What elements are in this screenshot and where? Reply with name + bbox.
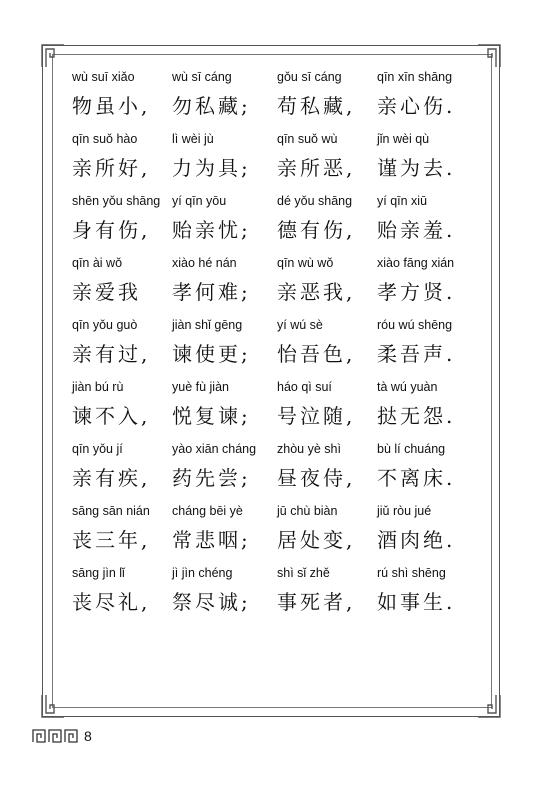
pinyin-text: qīn suǒ wù <box>277 132 338 146</box>
pinyin-text: yào xiān cháng <box>172 442 257 456</box>
pinyin-text: xiào fāng xián <box>377 256 455 270</box>
pinyin-text: qīn xīn shāng <box>377 70 453 84</box>
pinyin-text: cháng bēi yè <box>172 504 243 518</box>
pinyin-text: qīn yǒu jí <box>72 442 123 456</box>
hanzi-text: 亲心伤. <box>377 94 456 118</box>
pinyin-text: dé yǒu shāng <box>277 194 353 208</box>
hanzi-text: 力为具; <box>172 156 251 180</box>
hanzi-text: 贻亲忧; <box>172 218 251 242</box>
pinyin-text: tà wú yuàn <box>377 380 438 394</box>
verse-row <box>72 256 472 318</box>
hanzi-text: 事死者, <box>277 590 356 614</box>
hanzi-text: 勿私藏; <box>172 94 251 118</box>
pinyin-text: jǐn wèi qù <box>377 132 430 146</box>
hanzi-text: 亲所好, <box>72 156 151 180</box>
hanzi-text: 谏不入, <box>72 404 151 428</box>
hanzi-text: 亲有过, <box>72 342 151 366</box>
pinyin-text: sāng sān nián <box>72 504 150 518</box>
hanzi-text: 药先尝; <box>172 466 251 490</box>
pinyin-text: bù lí chuáng <box>377 442 446 456</box>
pinyin-text: sāng jìn lǐ <box>72 566 125 580</box>
hanzi-text: 昼夜侍, <box>277 466 356 490</box>
hanzi-text: 谏使更; <box>172 342 251 366</box>
hanzi-text: 如事生. <box>377 590 456 614</box>
hanzi-text: 怡吾色, <box>277 342 356 366</box>
corner-ornament-icon <box>40 693 66 719</box>
fret-ornament-icon <box>32 729 78 743</box>
pinyin-text: jiǔ ròu jué <box>377 504 432 518</box>
corner-ornament-icon <box>476 43 502 69</box>
pinyin-text: qīn suǒ hào <box>72 132 138 146</box>
hanzi-text: 苟私藏, <box>277 94 356 118</box>
pinyin-text: shì sǐ zhě <box>277 566 330 580</box>
verse-row <box>72 132 472 194</box>
corner-ornament-icon <box>476 693 502 719</box>
pinyin-text: rú shì shēng <box>377 566 446 580</box>
verse-row <box>72 566 472 628</box>
verse-row <box>72 318 472 380</box>
pinyin-text: qīn ài wǒ <box>72 256 123 270</box>
hanzi-text: 身有伤, <box>72 218 151 242</box>
verse-row <box>72 504 472 566</box>
hanzi-text: 居处变, <box>277 528 356 552</box>
pinyin-text: qīn wù wǒ <box>277 256 334 270</box>
pinyin-text: gǒu sī cáng <box>277 70 342 84</box>
hanzi-text: 挞无怨. <box>377 404 456 428</box>
pinyin-text: jiàn shǐ gēng <box>172 318 243 332</box>
hanzi-text: 号泣随, <box>277 404 356 428</box>
hanzi-text: 孝方贤. <box>377 280 456 304</box>
hanzi-text: 丧尽礼, <box>72 590 151 614</box>
pinyin-text: qīn yǒu guò <box>72 318 138 332</box>
pinyin-text: jì jìn chéng <box>172 566 233 580</box>
hanzi-text: 丧三年, <box>72 528 151 552</box>
pinyin-text: yí qīn yōu <box>172 194 227 208</box>
hanzi-text: 贻亲羞. <box>377 218 456 242</box>
hanzi-text: 柔吾声. <box>377 342 456 366</box>
hanzi-text: 亲恶我, <box>277 280 356 304</box>
corner-ornament-icon <box>40 43 66 69</box>
pinyin-text: wù suī xiǎo <box>72 70 135 84</box>
hanzi-text: 酒肉绝. <box>377 528 456 552</box>
hanzi-text: 祭尽诚; <box>172 590 251 614</box>
page-footer <box>32 728 92 744</box>
verse-row <box>72 442 472 504</box>
page-number: 8 <box>84 728 92 744</box>
verse-row <box>72 194 472 256</box>
pinyin-text: yuè fù jiàn <box>172 380 229 394</box>
pinyin-text: wù sī cáng <box>172 70 232 84</box>
hanzi-text: 谨为去. <box>377 156 456 180</box>
pinyin-text: yí wú sè <box>277 318 323 332</box>
pinyin-text: lì wèi jù <box>172 132 214 146</box>
hanzi-text: 亲所恶, <box>277 156 356 180</box>
verse-row <box>72 380 472 442</box>
hanzi-text: 德有伤, <box>277 218 356 242</box>
pinyin-text: háo qì suí <box>277 380 332 394</box>
pinyin-text: jū chù biàn <box>277 504 338 518</box>
pinyin-text: xiào hé nán <box>172 256 237 270</box>
pinyin-text: shēn yǒu shāng <box>72 194 161 208</box>
hanzi-text: 不离床. <box>377 466 456 490</box>
hanzi-text: 亲有疾, <box>72 466 151 490</box>
verse-row <box>72 70 472 132</box>
pinyin-text: jiàn bú rù <box>72 380 124 394</box>
pinyin-text: yí qīn xiū <box>377 194 428 208</box>
hanzi-text: 孝何难; <box>172 280 251 304</box>
hanzi-text: 常悲咽; <box>172 528 251 552</box>
verse-list <box>72 70 472 628</box>
pinyin-text: zhòu yè shì <box>277 442 341 456</box>
pinyin-text: róu wú shēng <box>377 318 453 332</box>
hanzi-text: 亲爱我 <box>72 280 141 304</box>
hanzi-text: 物虽小, <box>72 94 151 118</box>
hanzi-text: 悦复谏; <box>172 404 251 428</box>
